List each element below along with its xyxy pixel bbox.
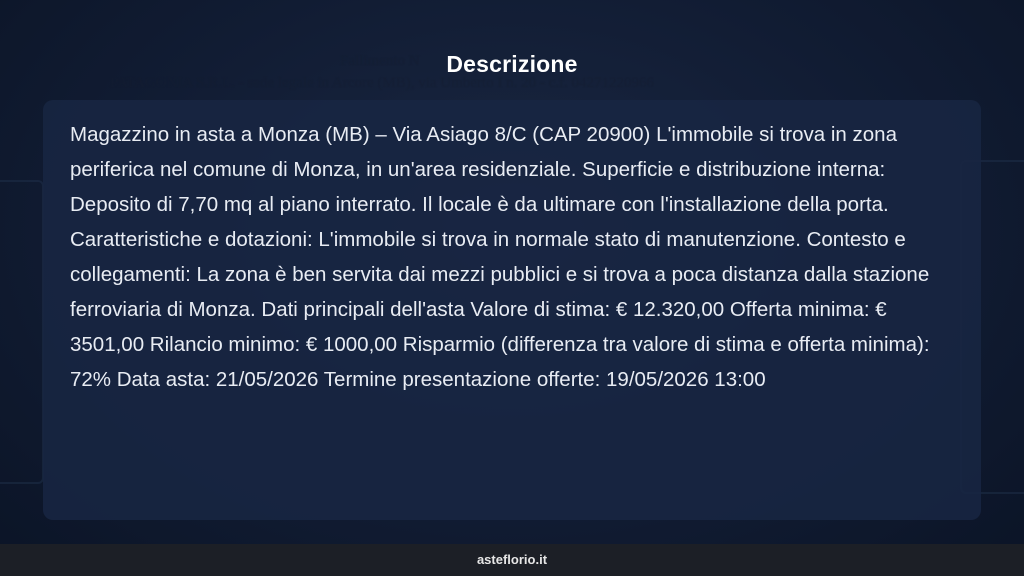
footer-site-link[interactable]: asteflorio.it bbox=[476, 552, 548, 567]
slide-title: Descrizione bbox=[446, 51, 578, 77]
background-decoration bbox=[0, 180, 44, 484]
background-doc-line: Fallimento N bbox=[340, 53, 420, 69]
footer-bar bbox=[0, 544, 1024, 576]
description-panel bbox=[43, 100, 981, 520]
description-text: Magazzino in asta a Monza (MB) – Via Asiago 8/C (CAP 20900) L'immobile si trova in zona periferica nel comune di Monza, in un'area residenziale. Superficie e distribuzione interna: Deposito di 7,70 mq al piano interrato. Il locale è da ultimare con l'installazione della porta. Caratteristiche e dotazioni: L'immobile si trova in normale stato di manutenzione. Contesto e collegamenti: La zona è ben servita dai mezzi pubblici e si trova a poca distanza dalla stazione ferroviaria di Monza. Dati principali dell'asta Valore di stima: € 12.320,00 Offerta minima: € 3501,00 Rilancio minimo: € 1000,00 Risparmio (differenza tra valore di stima e offerta minima): 72% Data asta: 21/05/2026 Termine presentazione offerte: 19/05/2026 13:00 bbox=[70, 123, 930, 391]
background-doc-line: PATAGONIA S.R.L. - sede legale in Arcore (MB), via Umberto I n. 20 - c.f. 04271220966 bbox=[110, 75, 654, 91]
